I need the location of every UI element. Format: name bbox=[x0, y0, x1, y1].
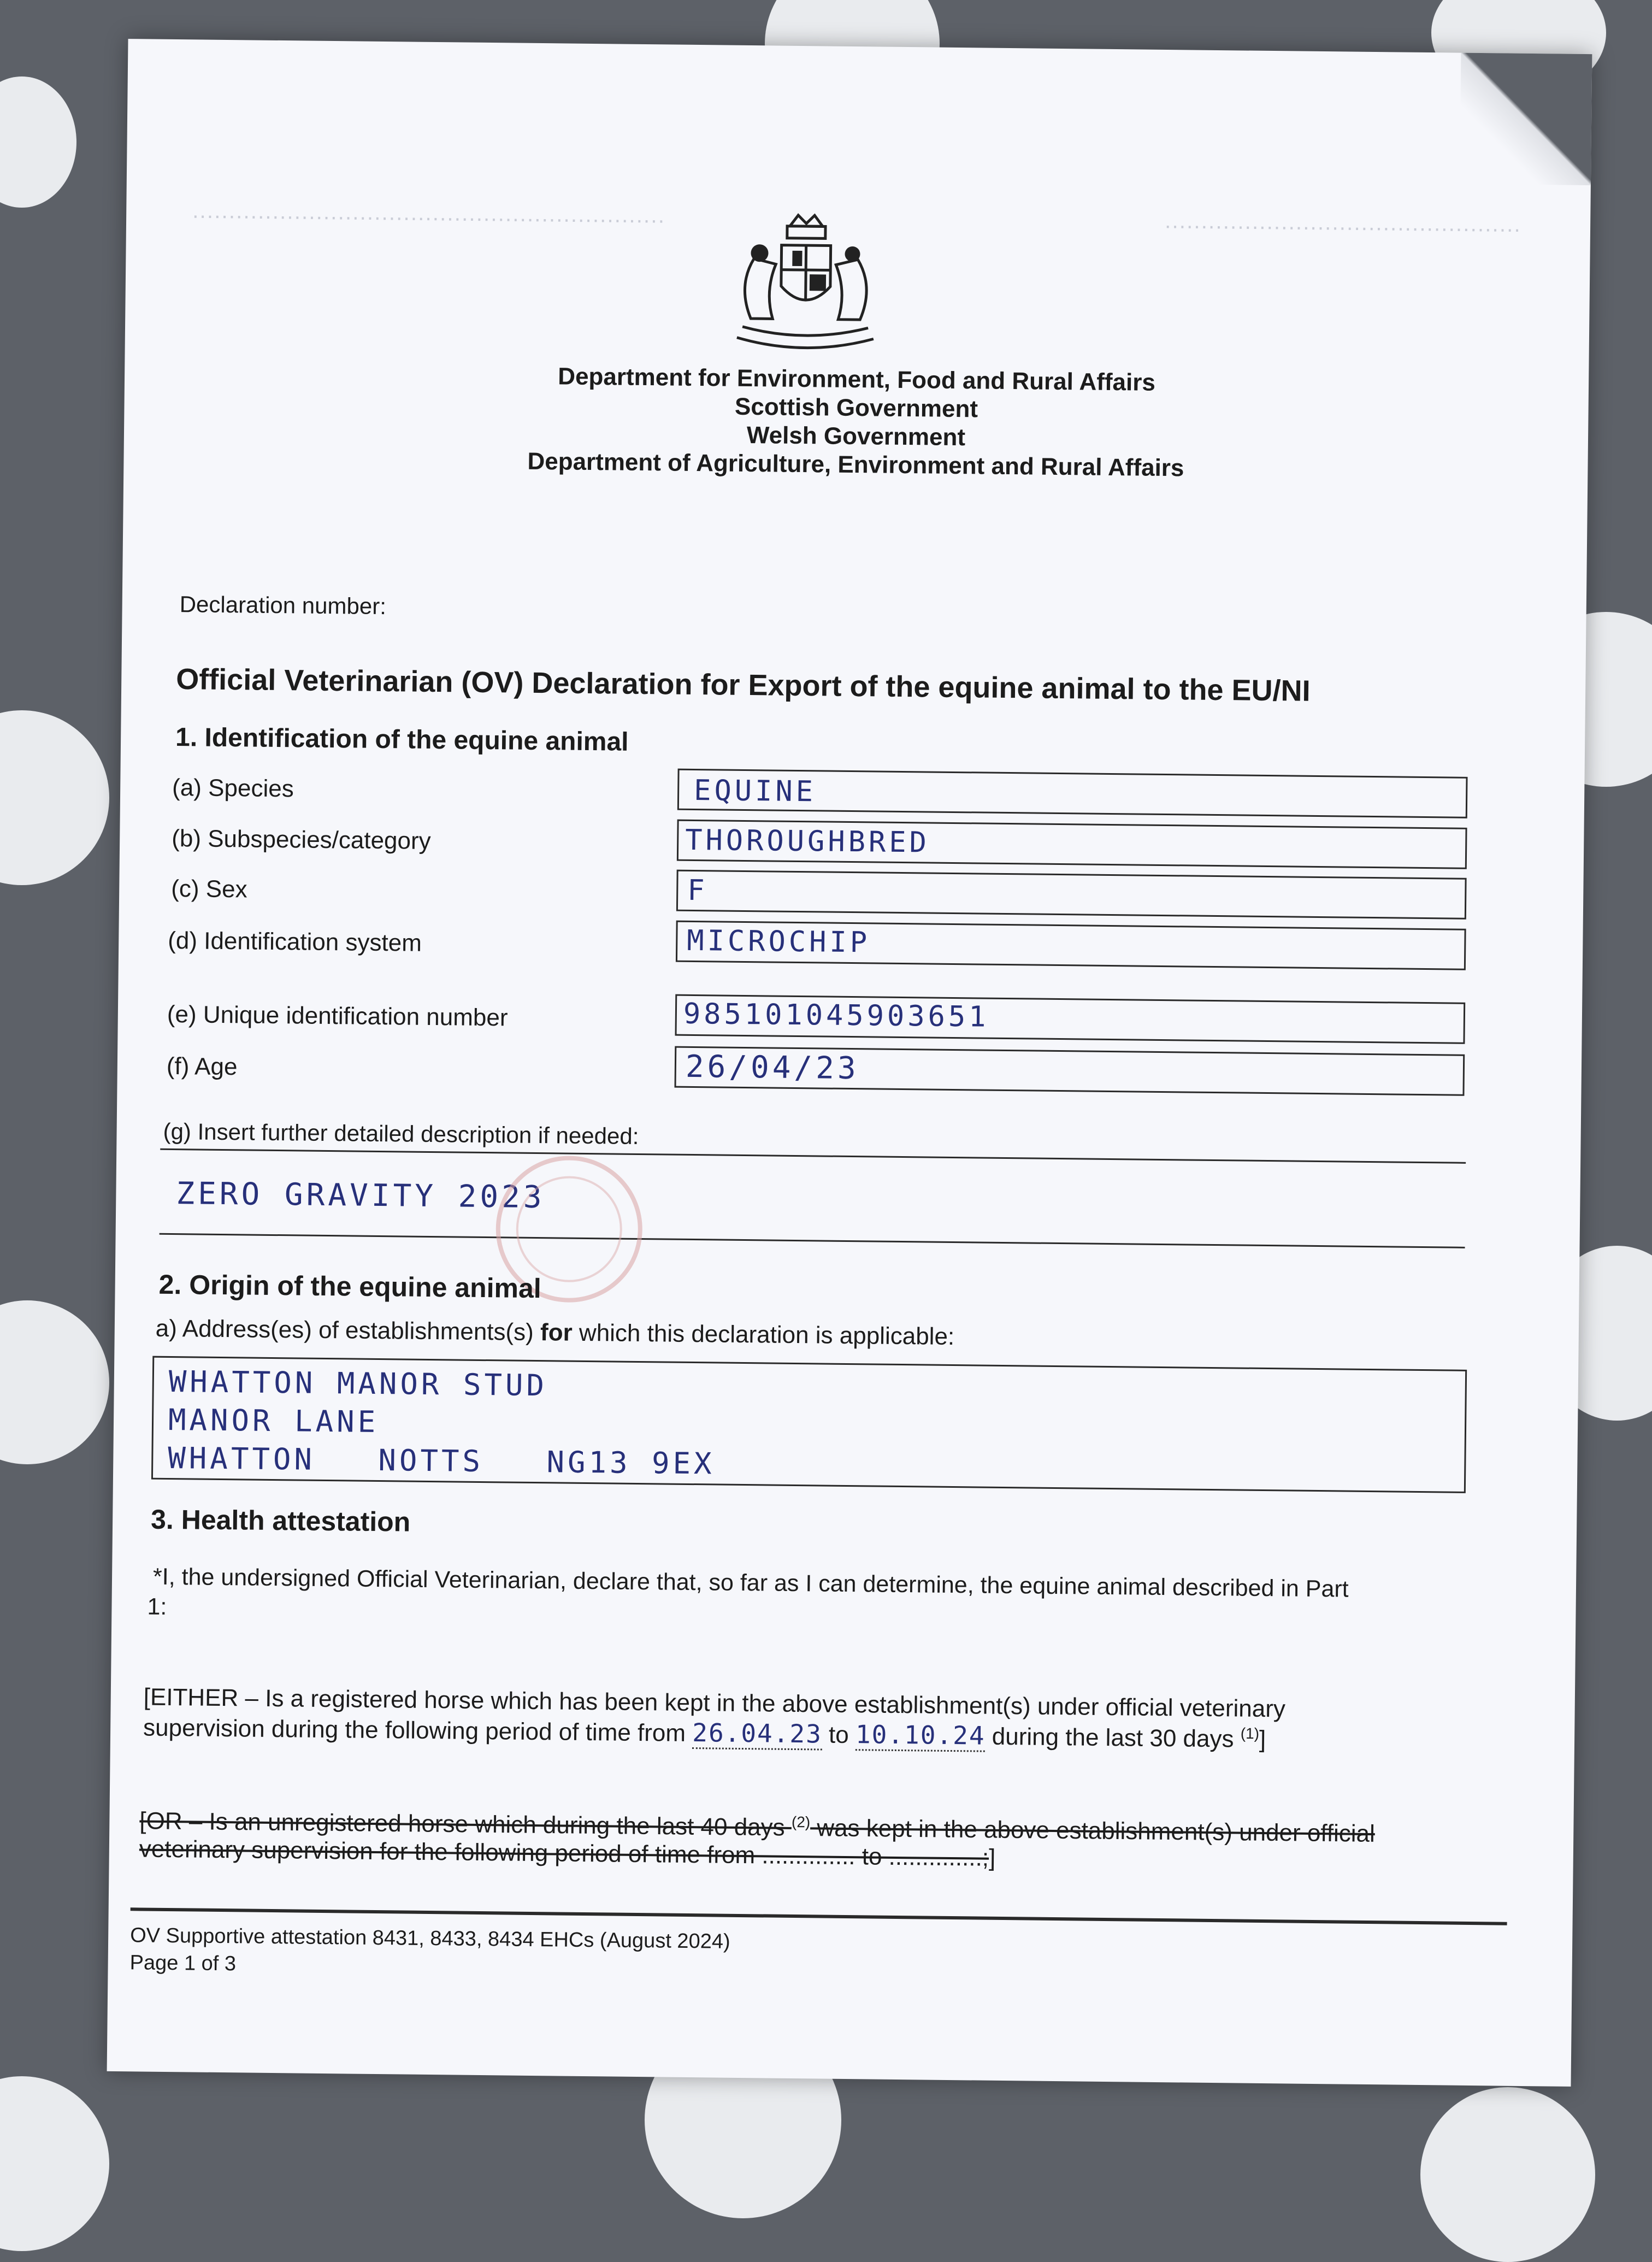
or-clause-text: [OR – Is an unregistered horse which during the last 40 days bbox=[139, 1807, 792, 1841]
either-clause-text: supervision during the following period of time from bbox=[143, 1714, 693, 1747]
polka-dot bbox=[0, 1300, 109, 1464]
description-value: ZERO GRAVITY 2023 bbox=[176, 1176, 545, 1216]
section-2-heading: 2. Origin of the equine animal bbox=[158, 1269, 542, 1304]
department-name: Welsh Government bbox=[746, 421, 966, 451]
address-label-pre: a) Address(es) of establishments(s) bbox=[155, 1315, 541, 1346]
royal-coat-of-arms-icon bbox=[721, 209, 892, 358]
identification-system-label: (d) Identification system bbox=[168, 927, 422, 957]
age-label: (f) Age bbox=[166, 1052, 238, 1081]
subspecies-value: THOROUGHBRED bbox=[685, 823, 930, 859]
footnote-marker: (1) bbox=[1240, 1724, 1260, 1742]
declaration-number-label: Declaration number: bbox=[179, 591, 387, 620]
either-clause-line1: [EITHER – Is a registered horse which has been kept in the above establishment(s) under official veterinary bbox=[143, 1683, 1286, 1723]
address-line: WHATTON NOTTS NG13 9EX bbox=[168, 1440, 715, 1481]
address-label-bold: for bbox=[540, 1319, 573, 1346]
attestation-intro: *I, the undersigned Official Veterinarian, declare that, so far as I can determine, the equine animal described in Part bbox=[152, 1563, 1349, 1603]
species-value: EQUINE bbox=[693, 774, 817, 809]
either-clause-text: during the last 30 days bbox=[985, 1723, 1241, 1753]
sex-field[interactable] bbox=[676, 870, 1467, 920]
polka-dot bbox=[1420, 2087, 1595, 2262]
description-label: (g) Insert further detailed description if needed: bbox=[163, 1118, 639, 1149]
or-close-bracket: ] bbox=[988, 1844, 996, 1871]
department-name: Department for Environment, Food and Rural Affairs bbox=[558, 363, 1156, 396]
address-label bbox=[156, 1315, 955, 1351]
address-line: MANOR LANE bbox=[168, 1402, 379, 1440]
footer-rule bbox=[131, 1907, 1507, 1925]
either-from-date[interactable]: 26.04.23 bbox=[692, 1718, 822, 1750]
footnote-marker: (2) bbox=[791, 1813, 811, 1831]
unique-id-label: (e) Unique identification number bbox=[167, 1000, 508, 1032]
page-number: Page 1 of 3 bbox=[129, 1951, 237, 1976]
section-1-heading: 1. Identification of the equine animal bbox=[175, 723, 629, 757]
show-through-text: ································································· bbox=[191, 203, 665, 233]
show-through-text: ················································· bbox=[1164, 213, 1521, 241]
or-clause-text: veterinary supervision for the following period of time from .............. to ..............; bbox=[139, 1835, 989, 1871]
polka-dot bbox=[0, 710, 109, 885]
subspecies-label: (b) Subspecies/category bbox=[171, 824, 431, 855]
document-page bbox=[107, 39, 1592, 2087]
address-label-post: which this declaration is applicable: bbox=[572, 1319, 955, 1351]
attestation-intro-cont: 1: bbox=[147, 1593, 167, 1620]
footer-reference: OV Supportive attestation 8431, 8433, 8434 EHCs (August 2024) bbox=[129, 1924, 730, 1953]
either-to-label: to bbox=[822, 1721, 856, 1749]
department-name: Scottish Government bbox=[734, 393, 978, 423]
polka-dot bbox=[0, 76, 76, 208]
department-name: Department of Agriculture, Environment and Rural Affairs bbox=[527, 447, 1184, 482]
polka-dot bbox=[0, 2076, 109, 2251]
sex-label: (c) Sex bbox=[171, 875, 247, 903]
address-line: WHATTON MANOR STUD bbox=[168, 1364, 548, 1403]
document-title: Official Veterinarian (OV) Declaration for Export of the equine animal to the EU/NI bbox=[175, 663, 1311, 708]
species-label: (a) Species bbox=[172, 774, 294, 803]
description-top-rule bbox=[160, 1148, 1466, 1164]
unique-id-value: 985101045903651 bbox=[683, 997, 989, 1034]
sex-value: F bbox=[687, 874, 708, 908]
description-bottom-rule bbox=[160, 1233, 1465, 1248]
section-3-heading: 3. Health attestation bbox=[150, 1504, 411, 1538]
or-clause-text: was kept in the above establishment(s) under official bbox=[810, 1814, 1376, 1847]
either-to-date[interactable]: 10.10.24 bbox=[856, 1719, 986, 1752]
either-close-bracket: ] bbox=[1259, 1725, 1266, 1753]
identification-system-value: MICROCHIP bbox=[687, 924, 871, 959]
age-value: 26/04/23 bbox=[685, 1048, 859, 1087]
